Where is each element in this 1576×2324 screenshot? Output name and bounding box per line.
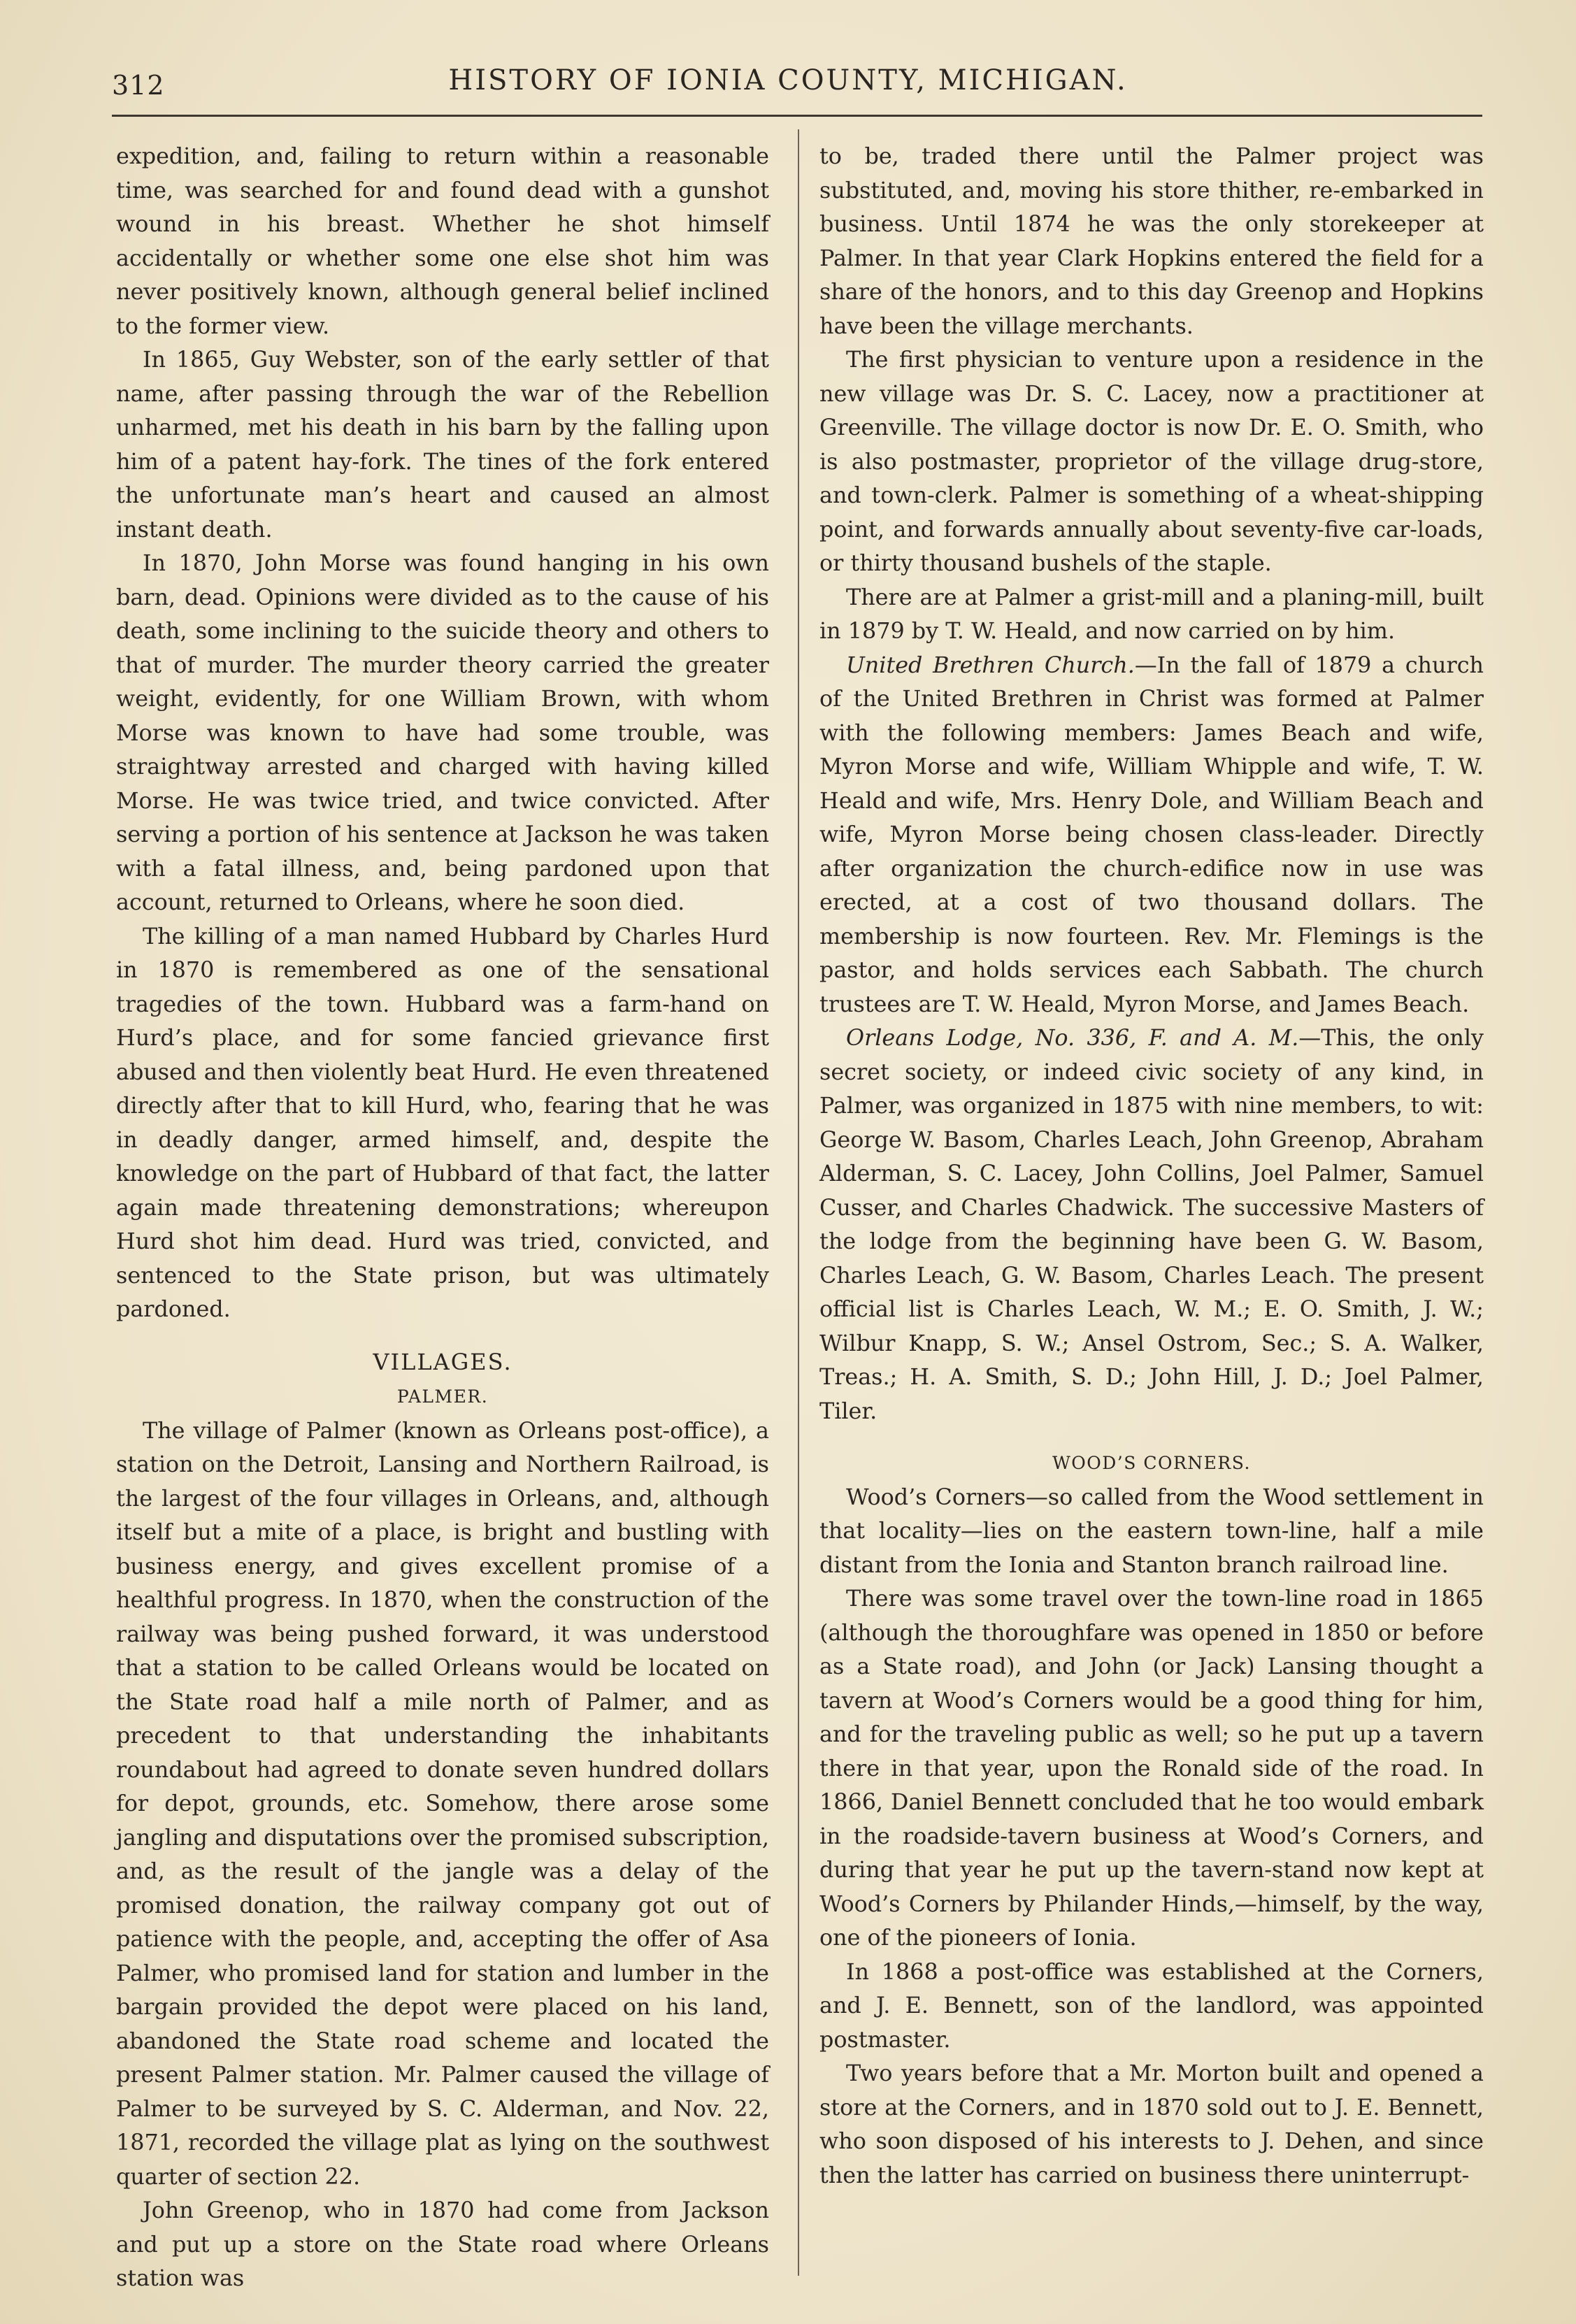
running-title: HISTORY OF IONIA COUNTY, MICHIGAN.	[448, 64, 1128, 96]
section-heading-villages: VILLAGES.	[373, 1348, 513, 1375]
subsection-heading-palmer: PALMER.	[396, 1386, 489, 1407]
column-divider	[798, 129, 799, 2276]
paragraph: In 1865, Guy Webster, son of the early settler of that name, after passing through the war of the Rebellion unharmed, met his death in his barn by the falling upon him of a patent hay-fork. The tines of the fork entered the unfortunate man’s heart and caused an almost instant death.	[116, 347, 769, 543]
paragraph: Two years before that a Mr. Morton built and opened a store at the Corners, and in 1870 sold out to J. E. Bennett, who soon disposed of his interests to J. Dehen, and since then the latter has carried on business there uninterrupt-	[819, 2060, 1484, 2188]
paragraph: John Greenop, who in 1870 had come from Jackson and put up a store on the State road where Orleans station was	[116, 2197, 769, 2291]
paragraph: The first physician to venture upon a residence in the new village was Dr. S. C. Lacey, now a practitioner at Greenville. The village doctor is now Dr. E. O. Smith, who is also postmaster, proprietor of the village drug-store, and town-clerk. Palmer is something of a wheat-shipping point, and forwards annually about seventy-five car-loads, or thirty thousand bushels of the staple.	[819, 347, 1484, 576]
paragraph: The village of Palmer (known as Orleans post-office), a station on the Detroit, Lansing and Northern Railroad, is the largest of the four villages in Orleans, and, although itself but a mite of a place, is bright and bustling with business energy, and gives excellent promise of a healthful progress. In 1870, when the construction of the railway was being pushed forward, it was understood that a station to be called Orleans would be located on the State road half a mile north of Palmer, and as precedent to that understanding the inhabitants roundabout had agreed to donate seven hundred dollars for depot, grounds, etc. Somehow, there arose some jangling and disputations over the promised subscription, and, as the result of the jangle was a delay of the promised donation, the railway company got out of patience with the people, and, accepting the offer of Asa Palmer, who promised land for station and lumber in the bargain provided the depot were placed on his land, abandoned the State road scheme and located the present Palmer station. Mr. Palmer caused the village of Palmer to be surveyed by S. C. Alderman, and Nov. 22, 1871, recorded the village plat as lying on the southwest quarter of section 22.	[116, 1417, 769, 2190]
subsection-heading-woods-corners: WOOD’S CORNERS.	[1052, 1453, 1251, 1473]
paragraph: expedition, and, failing to return within a reasonable time, was searched for and found dead with a gunshot wound in his breast. Whether he shot himself accidentally or whether some one else shot him was never positively known, although general belief inclined to the former view.	[116, 143, 769, 339]
paragraph-body: —This, the only secret society, or indeed civic society of any kind, in Palmer, was organized in 1875 with nine members, to wit: George W. Basom, Charles Leach, John Greenop, Abraham Alderman, S. C. Lacey, John Collins, Joel Palmer, Samuel Cusser, and Charles Chadwick. The successive Masters of the lodge from the beginning have been G. W. Basom, Charles Leach, G. W. Basom, Charles Leach. The present official list is Charles Leach, W. M.; E. O. Smith, J. W.; Wilbur Knapp, S. W.; Ansel Ostrom, Sec.; S. A. Walker, Treas.; H. A. Smith, S. D.; John Hill, J. D.; Joel Palmer, Tiler.	[819, 1025, 1484, 1424]
paragraph: Wood’s Corners—so called from the Wood settlement in that locality—lies on the eastern town-line, half a mile distant from the Ionia and Stanton branch railroad line.	[819, 1484, 1484, 1578]
paragraph-body: —In the fall of 1879 a church of the United Brethren in Christ was formed at Palmer with the following members: James Beach and wife, Myron Morse and wife, William Whipple and wife, T. W. Heald and wife, Mrs. Henry Dole, and William Beach and wife, Myron Morse being chosen class-leader. Directly after organization the church-edifice now in use was erected, at a cost of two thousand dollars. The membership is now fourteen. Rev. Mr. Flemings is the pastor, and holds services each Sabbath. The church trustees are T. W. Heald, Myron Morse, and James Beach.	[819, 652, 1484, 1017]
paragraph	[819, 1021, 1484, 1428]
right-column	[819, 140, 1484, 2193]
paragraph: There are at Palmer a grist-mill and a planing-mill, built in 1879 by T. W. Heald, and now carried on by him.	[819, 584, 1484, 644]
paragraph: There was some travel over the town-line road in 1865 (although the thoroughfare was opened in 1850 or before as a State road), and John (or Jack) Lansing thought a tavern at Wood’s Corners would be a good thing for him, and for the traveling public as well; so he put up a tavern there in that year, upon the Ronald side of the road. In 1866, Daniel Bennett concluded that he too would embark in the roadside-tavern business at Wood’s Corners, and during that year he put up the tavern-stand now kept at Wood’s Corners by Philander Hinds,—himself, by the way, one of the pioneers of Ionia.	[819, 1586, 1484, 1951]
run-in-title-church: United Brethren Church.	[846, 652, 1135, 678]
run-in-title-lodge: Orleans Lodge, No. 336, F. and A. M.	[846, 1025, 1299, 1051]
page-number: 312	[112, 70, 165, 101]
left-column	[116, 140, 769, 2296]
paragraph: In 1870, John Morse was found hanging in his own barn, dead. Opinions were divided as to the cause of his death, some inclining to the suicide theory and others to that of murder. The murder theory carried the greater weight, evidently, for one William Brown, with whom Morse was known to have had some trouble, was straightway arrested and charged with having killed Morse. He was twice tried, and twice convicted. After serving a portion of his sentence at Jackson he was taken with a fatal illness, and, being pardoned upon that account, returned to Orleans, where he soon died.	[116, 550, 769, 915]
paragraph: In 1868 a post-office was established at the Corners, and J. E. Bennett, son of the landlord, was appointed postmaster.	[819, 1958, 1484, 2053]
paragraph: The killing of a man named Hubbard by Charles Hurd in 1870 is remembered as one of the sensational tragedies of the town. Hubbard was a farm-hand on Hurd’s place, and for some fancied grievance first abused and then violently beat Hurd. He even threatened directly after that to kill Hurd, who, fearing that he was in deadly danger, armed himself, and, despite the knowledge on the part of Hubbard of that fact, the latter again made threatening demonstrations; whereupon Hurd shot him dead. Hurd was tried, convicted, and sentenced to the State prison, but was ultimately pardoned.	[116, 923, 769, 1322]
paragraph	[819, 649, 1484, 1022]
header-rule	[112, 115, 1482, 117]
paragraph: to be, traded there until the Palmer project was substituted, and, moving his store thither, re-embarked in business. Until 1874 he was the only storekeeper at Palmer. In that year Clark Hopkins entered the field for a share of the honors, and to this day Greenop and Hopkins have been the village merchants.	[819, 143, 1484, 339]
